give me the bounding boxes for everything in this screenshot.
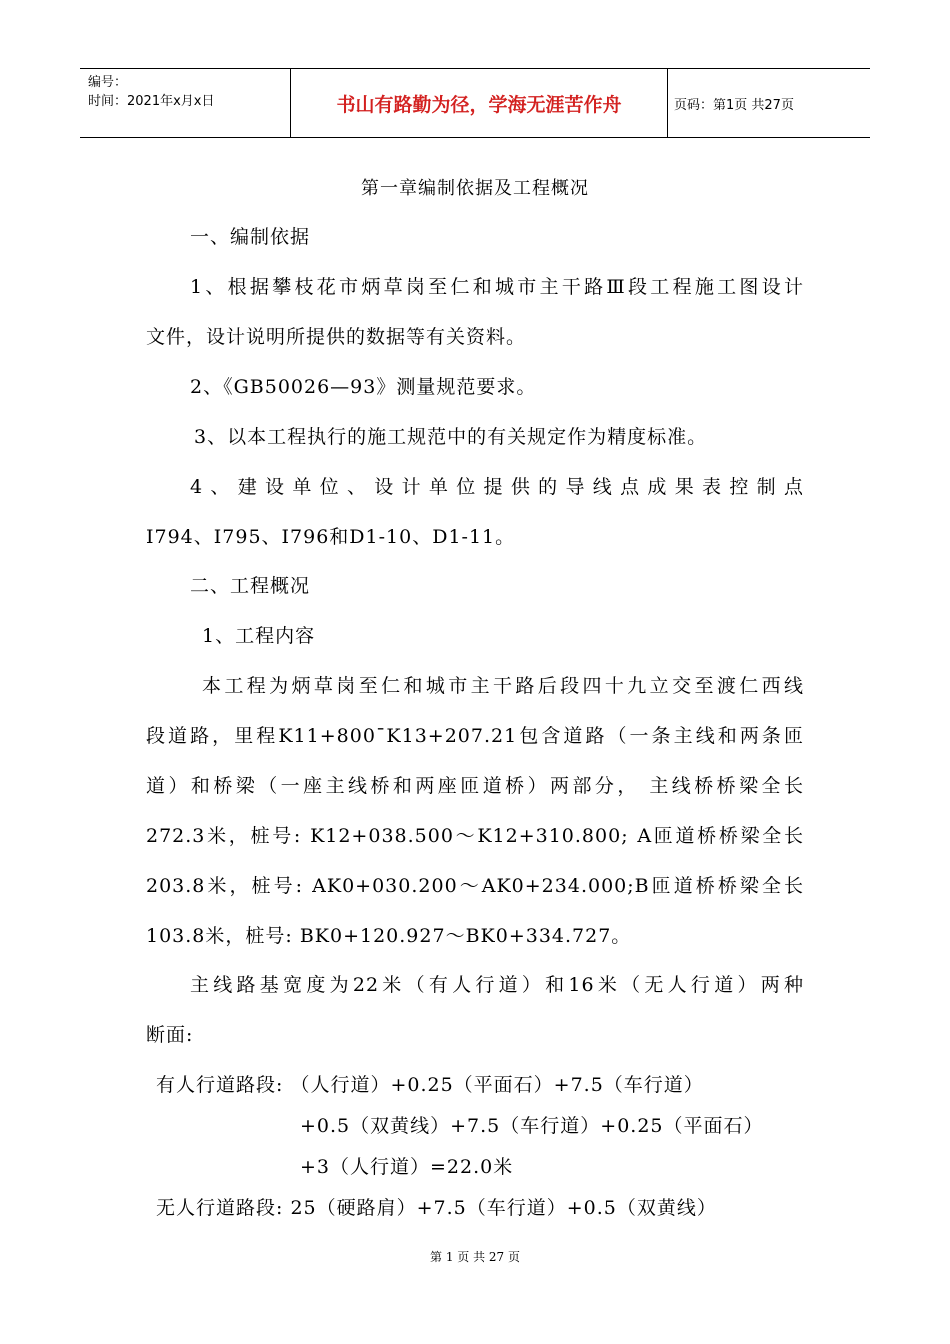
header-left-cell	[80, 69, 291, 137]
section-heading-basis: 一、编制依据	[190, 226, 311, 248]
para-1-line-1: 1、根据攀枝花市炳草岗至仁和城市主干路Ⅲ段工程施工图设计	[190, 276, 804, 298]
para-2: 2、《GB50026—93》测量规范要求。	[190, 376, 537, 398]
para-8-line-1: 无人行道路段: 25（硬路肩）+7.5（车行道）+0.5（双黄线）	[156, 1197, 717, 1219]
para-5-line-2: 段道路，里程K11+800¯K13+207.21包含道路（一条主线和两条匝	[146, 725, 804, 747]
page-footer: 第 1 页 共 27 页	[430, 1250, 520, 1264]
para-1-line-2: 文件，设计说明所提供的数据等有关资料。	[146, 326, 527, 348]
para-6-line-2: 断面:	[146, 1024, 194, 1046]
header-table	[80, 68, 870, 138]
para-5-line-5: 203.8米，桩号: AK0+030.200～AK0+234.000;B匝道桥桥梁全长	[146, 875, 804, 897]
para-5-line-1: 本工程为炳草岗至仁和城市主干路后段四十九立交至渡仁西线	[202, 675, 804, 697]
para-6-line-1: 主线路基宽度为22米（有人行道）和16米（无人行道）两种	[190, 974, 804, 996]
para-7-line-1: 有人行道路段: （人行道）+0.25（平面石）+7.5（车行道）	[156, 1074, 704, 1096]
para-4-line-1: 4、建设单位、设计单位提供的导线点成果表控制点	[190, 476, 804, 498]
doc-number: 编号：	[88, 75, 128, 90]
section-heading-overview: 二、工程概况	[190, 575, 311, 597]
para-4-line-2: I794、I795、I796和D1-10、D1-11。	[146, 526, 516, 548]
para-3: 3、以本工程执行的施工规范中的有关规定作为精度标准。	[194, 426, 708, 448]
header-motto: 书山有路勤为径，学海无涯苦作舟	[291, 69, 668, 137]
subsection-heading-content: 1、工程内容	[202, 625, 316, 647]
para-5-line-3: 道）和桥梁（一座主线桥和两座匝道桥）两部分， 主线桥桥梁全长	[146, 775, 804, 797]
para-5-line-4: 272.3米，桩号: K12+038.500～K12+310.800; A匝道桥桥梁全长	[146, 825, 804, 847]
para-7-line-2: +0.5（双黄线）+7.5（车行道）+0.25（平面石）	[300, 1115, 764, 1137]
header-page-info: 页码：第1页 共27页	[674, 97, 794, 113]
para-7-line-3: +3（人行道）=22.0米	[300, 1156, 514, 1178]
chapter-title: 第一章编制依据及工程概况	[361, 178, 589, 199]
doc-date: 时间：2021年x月x日	[88, 94, 215, 109]
para-5-line-6: 103.8米，桩号: BK0+120.927～BK0+334.727。	[146, 925, 632, 947]
